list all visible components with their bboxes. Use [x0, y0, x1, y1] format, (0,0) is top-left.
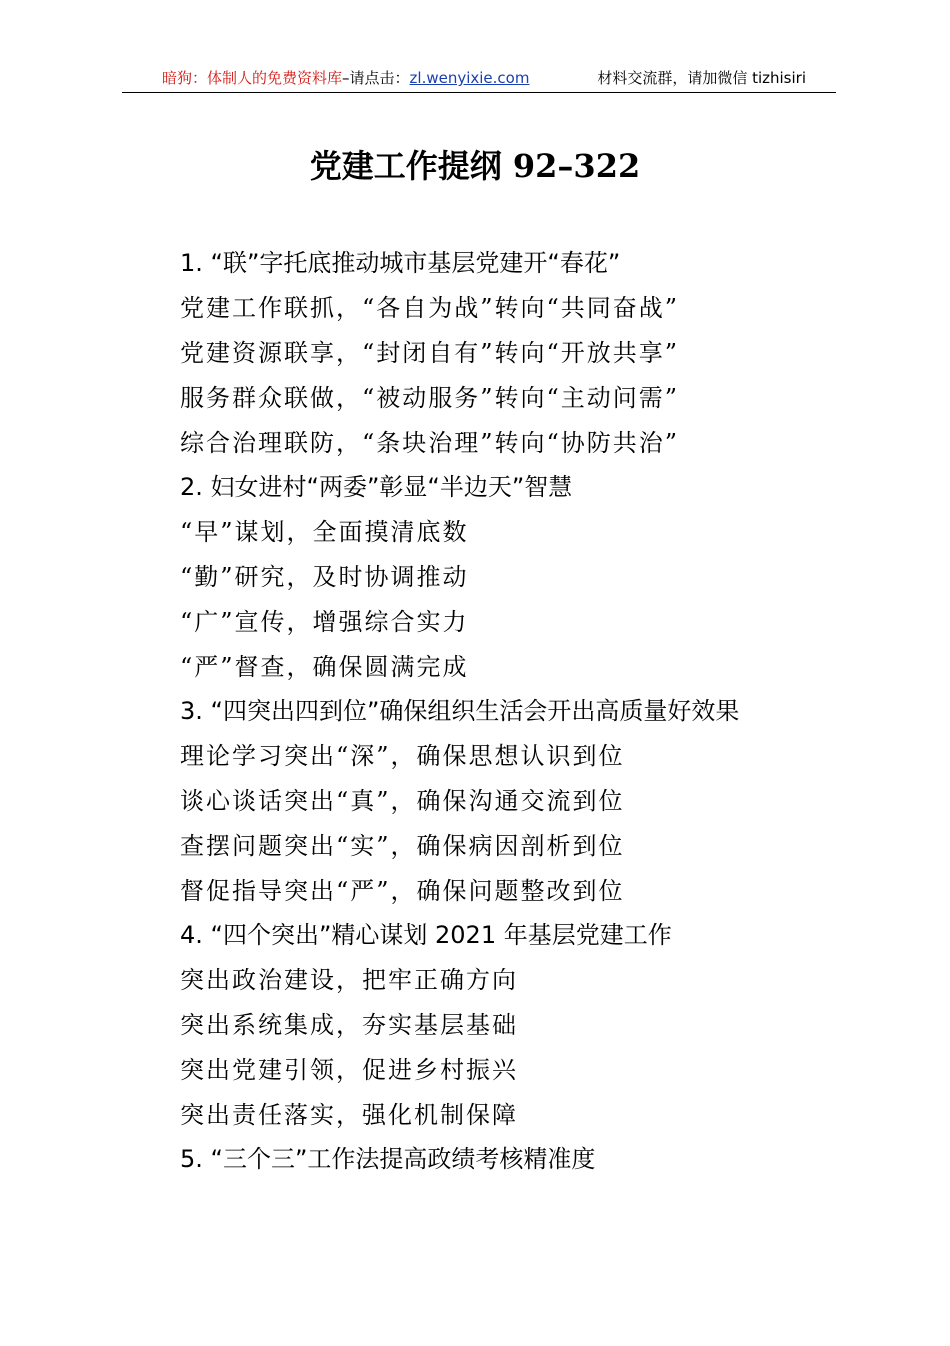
section-heading-2: 2. 妇女进村“两委”彰显“半边天”智慧: [180, 473, 573, 501]
section-heading-5: 5. “三个三”工作法提高政绩考核精准度: [180, 1145, 596, 1173]
section-heading-3: 3. “四突出四到位”确保组织生活会开出高质量好效果: [180, 697, 740, 725]
body-line: 突出党建引领，促进乡村振兴: [180, 1056, 518, 1084]
body-line: 突出责任落实，强化机制保障: [180, 1101, 518, 1129]
body-line: 督促指导突出“严”，确保问题整改到位: [180, 877, 625, 905]
body-line: “勤”研究，及时协调推动: [180, 563, 469, 591]
header-click-text: –请点击：: [342, 69, 410, 87]
body-line: 综合治理联防，“条块治理”转向“协防共治”: [180, 429, 680, 457]
section-heading-4: 4. “四个突出”精心谋划 2021 年基层党建工作: [180, 921, 672, 949]
body-line: 服务群众联做，“被动服务”转向“主动问需”: [180, 384, 680, 412]
header-link[interactable]: zl.wenyixie.com: [409, 69, 530, 87]
body-line: 谈心谈话突出“真”，确保沟通交流到位: [180, 787, 625, 815]
header-ad: [162, 64, 529, 92]
body-line: “严”督查，确保圆满完成: [180, 653, 469, 681]
document-title: 党建工作提纲 92–322: [309, 147, 641, 185]
header-ad-text: 暗狗：体制人的免费资料库: [162, 69, 343, 87]
body-line: “广”宣传，增强综合实力: [180, 608, 469, 636]
page-header: [122, 64, 836, 93]
body-line: 突出政治建设，把牢正确方向: [180, 966, 518, 994]
body-line: 查摆问题突出“实”，确保病因剖析到位: [180, 832, 625, 860]
body-line: 理论学习突出“深”，确保思想认识到位: [180, 742, 625, 770]
header-group-text: 材料交流群，请加微信 tizhisiri: [597, 69, 806, 87]
body-line: 党建资源联享，“封闭自有”转向“开放共享”: [180, 339, 680, 367]
body-line: 突出系统集成，夯实基层基础: [180, 1011, 518, 1039]
body-line: 党建工作联抓，“各自为战”转向“共同奋战”: [180, 294, 680, 322]
body-line: “早”谋划，全面摸清底数: [180, 518, 469, 546]
section-heading-1: 1. “联”字托底推动城市基层党建开“春花”: [180, 249, 621, 277]
